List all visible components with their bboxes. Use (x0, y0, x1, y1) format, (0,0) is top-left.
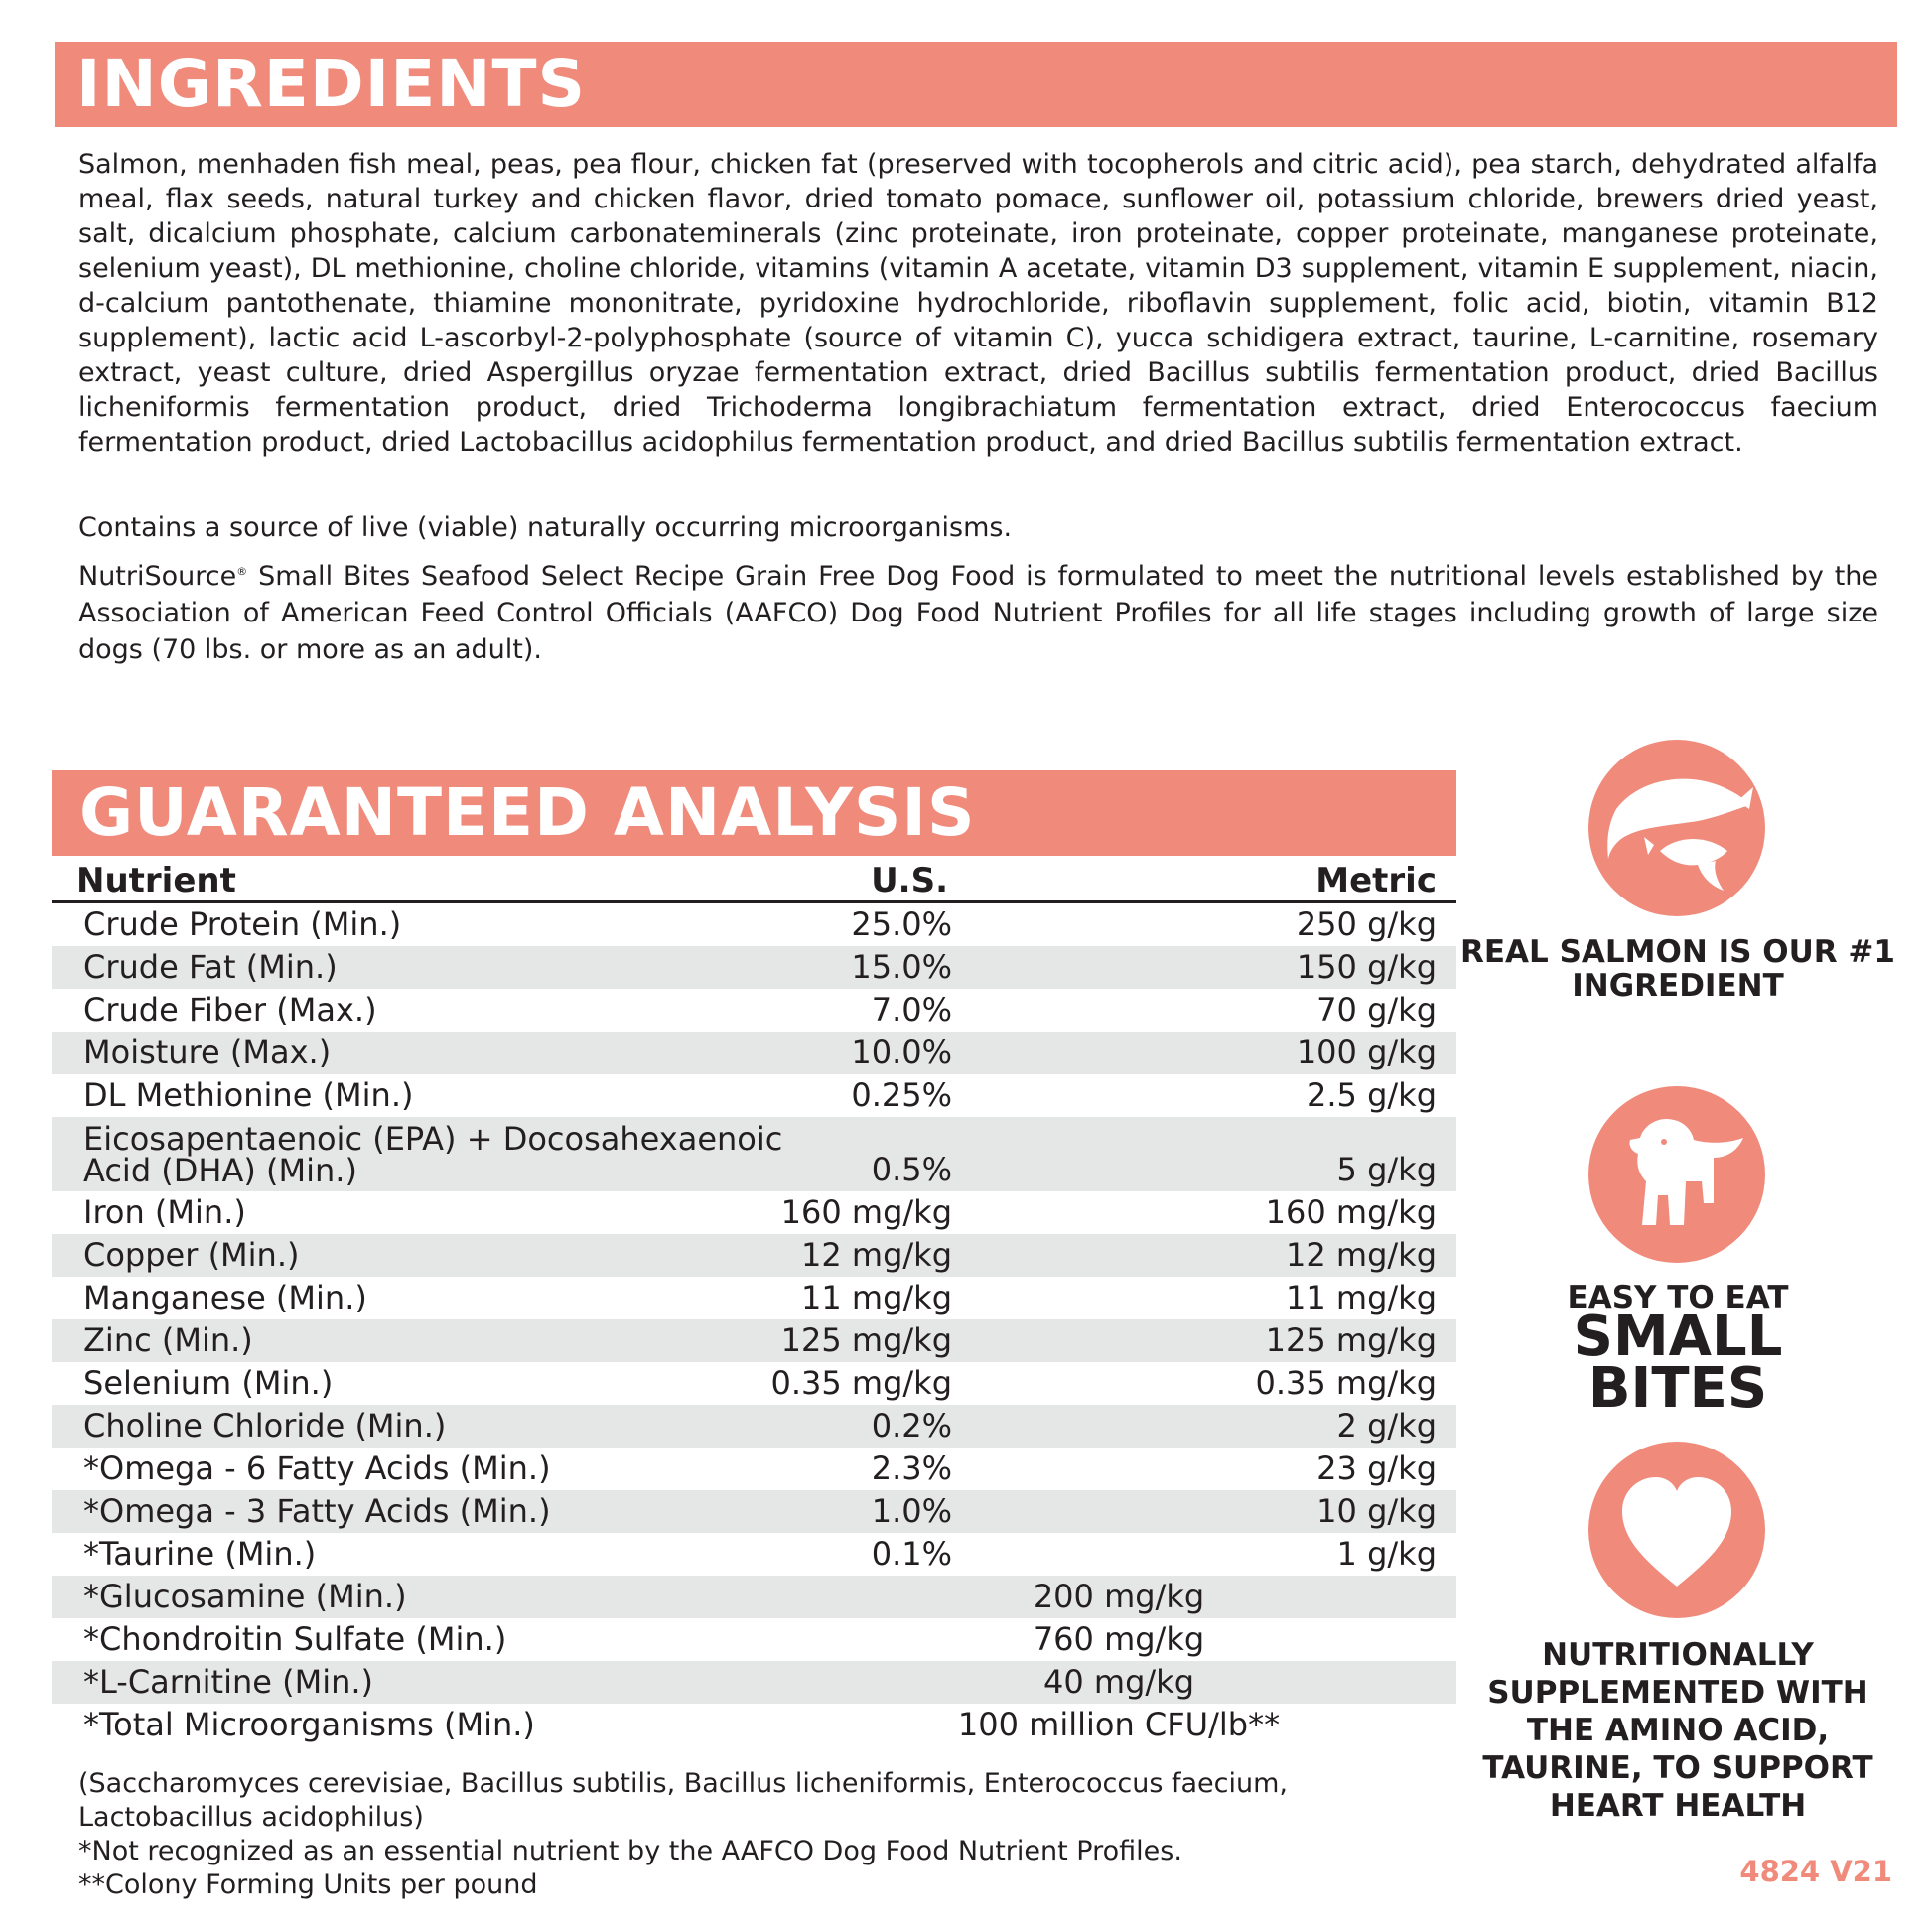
guaranteed-analysis-table (52, 858, 1456, 1746)
metric-value: 2 g/kg (1336, 1407, 1437, 1445)
footnote-cfu: **Colony Forming Units per pound (78, 1869, 538, 1900)
combined-value: 100 million CFU/lb** (957, 1706, 1281, 1743)
us-value: 0.5% (871, 1151, 952, 1188)
nutrient-name: Eicosapentaenoic (EPA) + Docosahexaenoic Acid (DHA) (Min.) (83, 1120, 783, 1189)
table-row (52, 1576, 1456, 1618)
us-value: 15.0% (851, 948, 952, 986)
small-bites-line1: EASY TO EAT (1567, 1280, 1789, 1315)
metric-value: 125 mg/kg (1265, 1321, 1437, 1359)
nutrient-name: Copper (Min.) (83, 1236, 300, 1274)
combined-value: 760 mg/kg (1033, 1620, 1205, 1658)
table-row (52, 1117, 1456, 1191)
aafco-statement-paragraph (78, 558, 1878, 668)
metric-value: 70 g/kg (1316, 991, 1437, 1029)
us-value: 0.35 mg/kg (770, 1364, 952, 1402)
nutrient-name: Zinc (Min.) (83, 1321, 253, 1359)
aafco-statement: Small Bites Seafood Select Recipe Grain Free Dog Food is formulated to meet the nutritional levels established by the Association of American Feed Control Officials (AAFCO) Dog Food Nutrient Profiles for all life stages including growth of large size dogs (70 lbs. or more as an adult). (78, 561, 1878, 665)
table-row (52, 903, 1456, 946)
us-value: 2.3% (871, 1449, 952, 1487)
ingredients-list: Salmon, menhaden fish meal, peas, pea flour, chicken fat (preserved with tocopherols and citric acid), pea starch, dehydrated alfalfa meal, flax seeds, natural turkey and chicken flavor, dried tomato pomace, sunflower oil, potassium chloride, brewers dried yeast, salt, dicalcium phosphate, calcium carbonateminerals (zinc proteinate, iron proteinate, copper proteinate, manganese proteinate, selenium yeast), DL methionine, choline chloride, vitamins (vitamin A acetate, vitamin D3 supplement, vitamin E supplement, niacin, d-calcium pantothenate, thiamine mononitrate, pyridoxine hydrochloride, riboflavin supplement, folic acid, biotin, vitamin B12 supplement), lactic acid L-ascorbyl-2-polyphosphate (source of vitamin C), yucca schidigera extract, taurine, L-carnitine, rosemary extract, yeast culture, dried Aspergillus oryzae fermentation extract, dried Bacillus subtilis fermentation product, dried Bacillus licheniformis fermentation product, dried Trichoderma longibrachiatum fermentation extract, dried Enterococcus faecium fermentation product, dried Lactobacillus acidophilus fermentation product, and dried Bacillus subtilis fermentation extract. (78, 149, 1878, 458)
table-body (52, 903, 1456, 1746)
table-row (52, 1533, 1456, 1576)
nutrient-name: Iron (Min.) (83, 1193, 246, 1231)
us-value: 12 mg/kg (801, 1236, 952, 1274)
nutrient-name: Moisture (Max.) (83, 1034, 332, 1071)
column-header-metric: Metric (1315, 861, 1437, 900)
metric-value: 160 mg/kg (1265, 1193, 1437, 1231)
metric-value: 1 g/kg (1336, 1535, 1437, 1573)
metric-value: 5 g/kg (1336, 1151, 1437, 1188)
us-value: 25.0% (851, 905, 952, 943)
metric-value: 12 mg/kg (1286, 1236, 1437, 1274)
metric-value: 23 g/kg (1316, 1449, 1437, 1487)
table-row (52, 1032, 1456, 1074)
us-value: 10.0% (851, 1034, 952, 1071)
us-value: 0.1% (871, 1535, 952, 1573)
metric-value: 2.5 g/kg (1307, 1076, 1437, 1114)
ingredients-heading: INGREDIENTS (55, 42, 1897, 127)
table-row (52, 1074, 1456, 1117)
footnote-aafco: *Not recognized as an essential nutrient by the AAFCO Dog Food Nutrient Profiles. (78, 1836, 1182, 1866)
us-value: 0.2% (871, 1407, 952, 1445)
table-row (52, 1234, 1456, 1277)
metric-value: 250 g/kg (1296, 905, 1437, 943)
nutrient-name: *Omega - 6 Fatty Acids (Min.) (83, 1449, 551, 1487)
registered-mark: ® (236, 565, 248, 578)
small-bites-line2: SMALL (1573, 1305, 1783, 1369)
us-value: 0.25% (851, 1076, 952, 1114)
table-row (52, 1704, 1456, 1746)
table-row (52, 1618, 1456, 1661)
guaranteed-analysis-heading: GUARANTEED ANALYSIS (52, 770, 1456, 856)
table-row (52, 1661, 1456, 1704)
us-value: 160 mg/kg (780, 1193, 952, 1231)
table-row (52, 1362, 1456, 1405)
nutrient-name: *Total Microorganisms (Min.) (83, 1706, 535, 1743)
footnote-species: (Saccharomyces cerevisiae, Bacillus subtilis, Bacillus licheniformis, Enterococcus faecium, Lactobacillus acidophilus) (78, 1768, 1289, 1833)
nutrient-name: DL Methionine (Min.) (83, 1076, 414, 1114)
table-row (52, 1405, 1456, 1448)
us-value: 125 mg/kg (780, 1321, 952, 1359)
metric-value: 10 g/kg (1316, 1492, 1437, 1530)
nutrient-name: *Omega - 3 Fatty Acids (Min.) (83, 1492, 551, 1530)
column-header-us: U.S. (871, 861, 948, 900)
puppy-icon (1588, 1086, 1765, 1263)
nutrient-name: Selenium (Min.) (83, 1364, 334, 1402)
nutrient-name: Crude Fat (Min.) (83, 948, 338, 986)
us-value: 11 mg/kg (801, 1279, 952, 1316)
nutrient-name: *Taurine (Min.) (83, 1535, 317, 1573)
combined-value: 40 mg/kg (1043, 1663, 1194, 1701)
nutrient-name: *Glucosamine (Min.) (83, 1578, 407, 1615)
table-row (52, 946, 1456, 989)
heart-badge-text: NUTRITIONALLY SUPPLEMENTED WITH THE AMINO ACID, TAURINE, TO SUPPORT HEART HEALTH (1482, 1637, 1873, 1824)
metric-value: 11 mg/kg (1286, 1279, 1437, 1316)
metric-value: 0.35 mg/kg (1255, 1364, 1437, 1402)
table-row (52, 1490, 1456, 1533)
nutrient-name: Crude Fiber (Max.) (83, 991, 377, 1029)
heart-icon (1588, 1442, 1765, 1618)
table-header (52, 858, 1456, 903)
metric-value: 150 g/kg (1296, 948, 1437, 986)
table-row (52, 1191, 1456, 1234)
table-row (52, 1277, 1456, 1319)
salmon-badge-text: REAL SALMON IS OUR #1 INGREDIENT (1460, 934, 1895, 1004)
small-bites-line3: BITES (1587, 1356, 1768, 1421)
nutrient-name: *L-Carnitine (Min.) (83, 1663, 374, 1701)
live-microorganisms-note: Contains a source of live (viable) naturally occurring microorganisms. (78, 512, 1013, 543)
table-row (52, 1319, 1456, 1362)
nutrient-name: Crude Protein (Min.) (83, 905, 402, 943)
metric-value: 100 g/kg (1296, 1034, 1437, 1071)
table-row (52, 989, 1456, 1032)
salmon-icon (1588, 740, 1765, 916)
product-code: 4824 V21 (1739, 1855, 1892, 1888)
column-header-nutrient: Nutrient (76, 861, 236, 900)
us-value: 7.0% (871, 991, 952, 1029)
nutrient-name: *Chondroitin Sulfate (Min.) (83, 1620, 507, 1658)
brand-name: NutriSource (78, 561, 237, 592)
us-value: 1.0% (871, 1492, 952, 1530)
nutrient-name: Manganese (Min.) (83, 1279, 367, 1316)
nutrient-name: Choline Chloride (Min.) (83, 1407, 447, 1445)
table-row (52, 1448, 1456, 1490)
combined-value: 200 mg/kg (1033, 1578, 1205, 1615)
